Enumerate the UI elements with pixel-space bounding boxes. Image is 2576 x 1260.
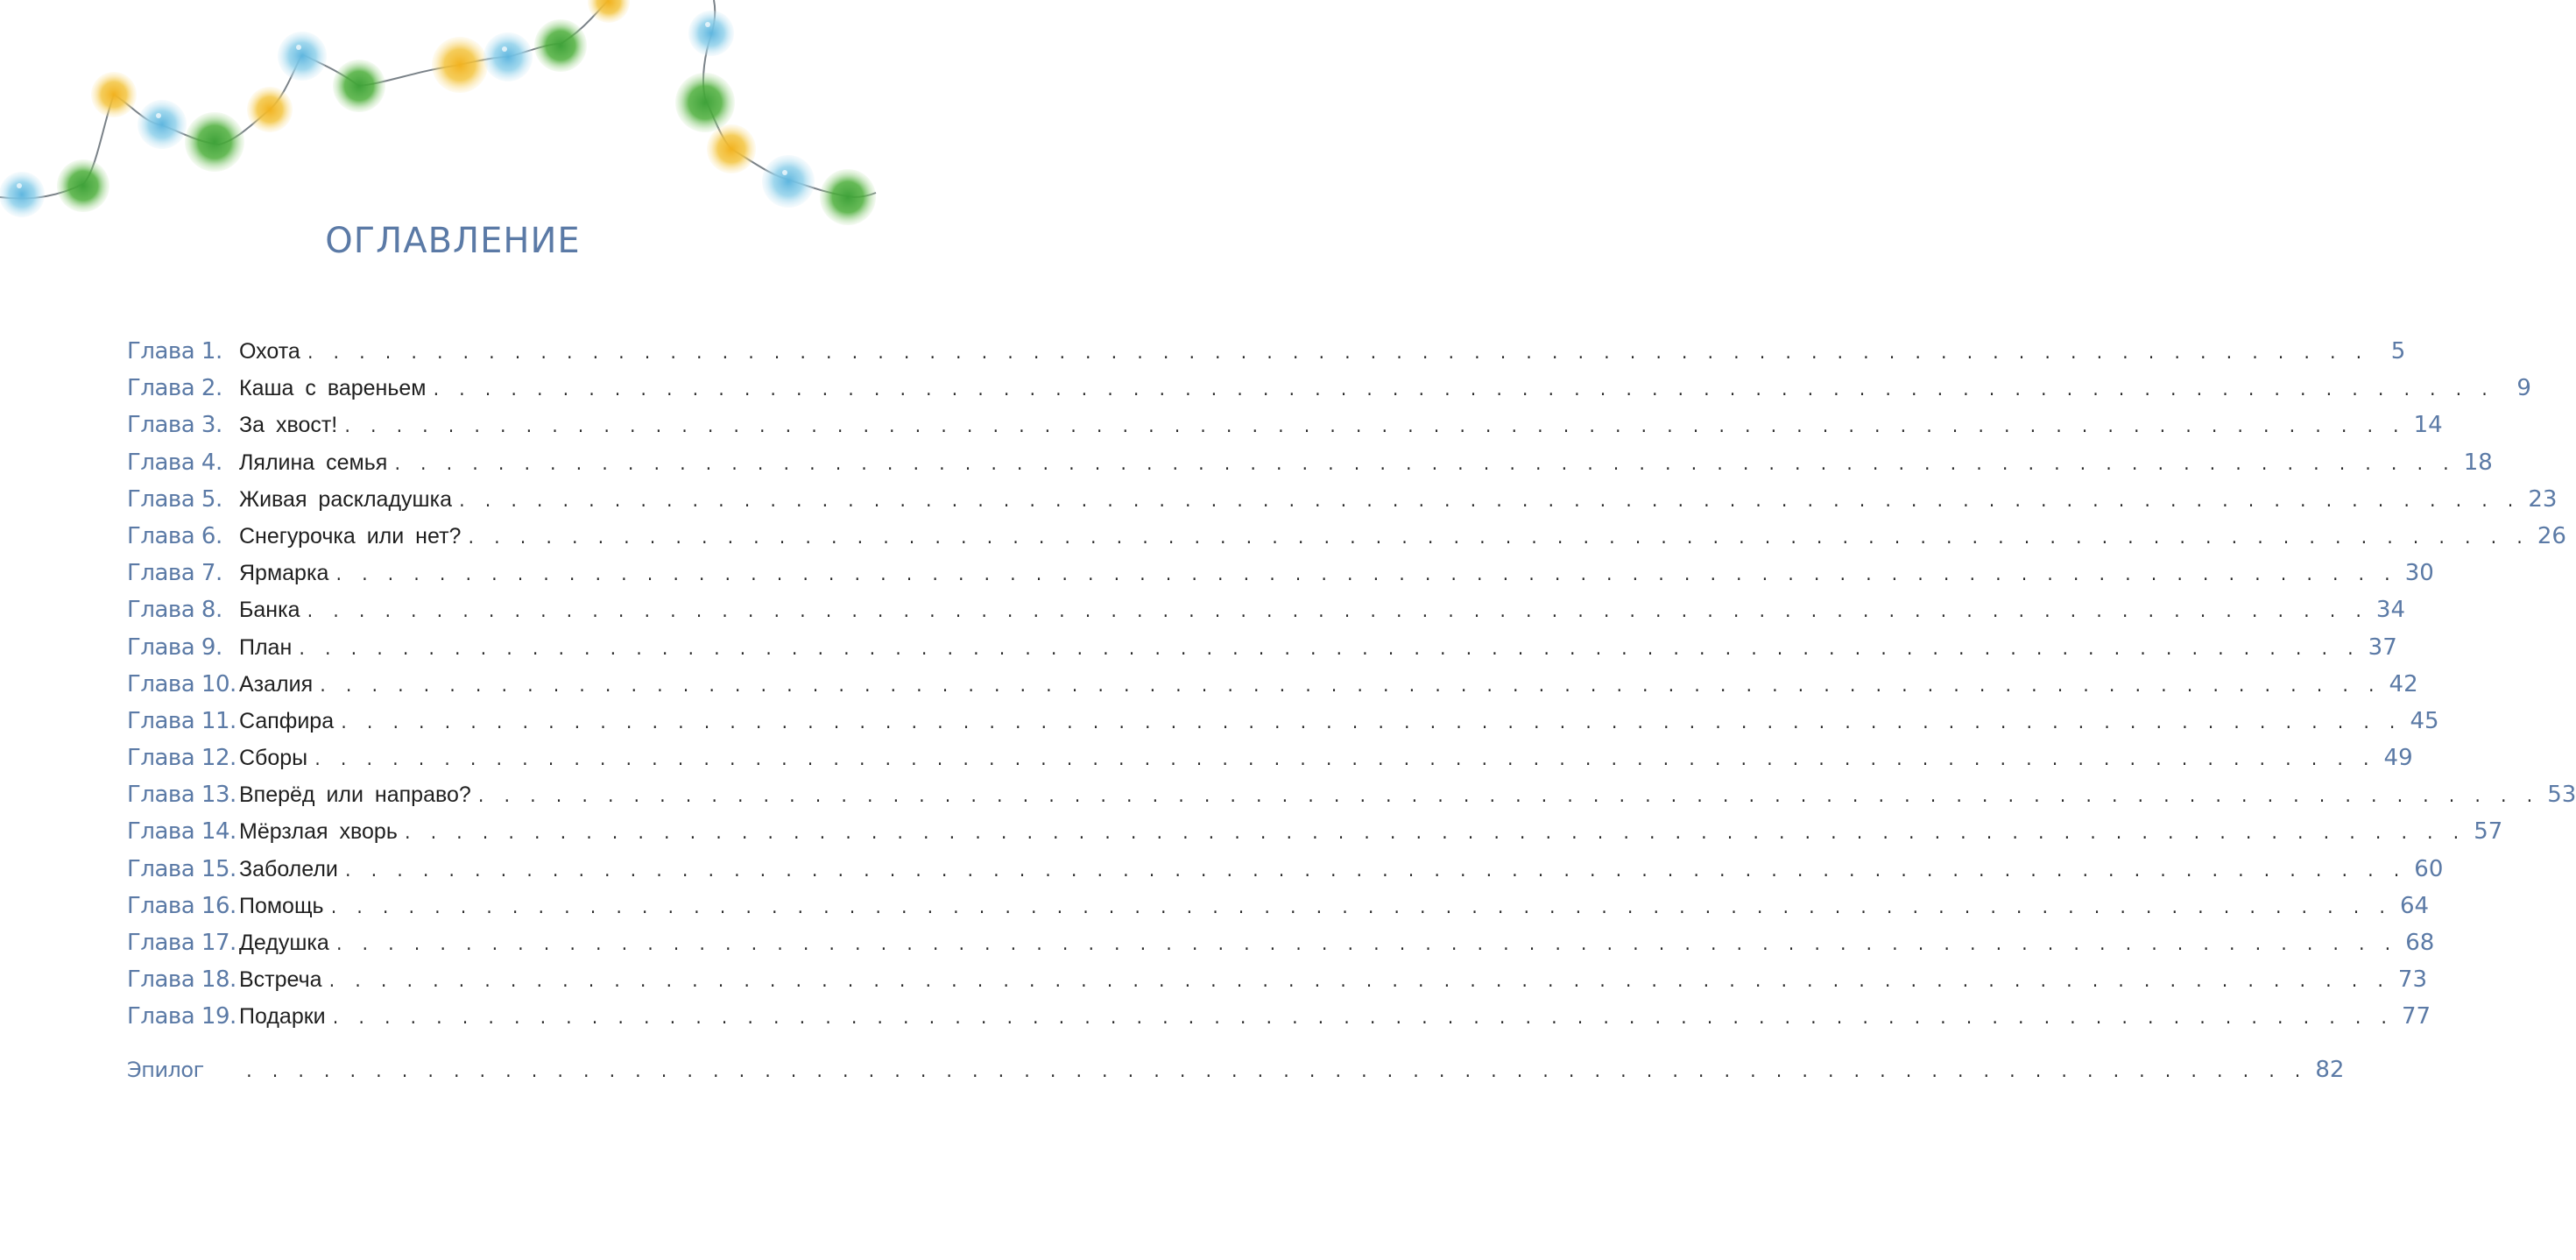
table-of-contents [127,333,2576,1088]
page-number: 49 [2383,745,2413,772]
chapter-title: Подарки [239,1004,326,1030]
toc-row [127,407,2443,443]
toc-row [127,740,2413,776]
dot-leader: . . . . . . . . . . . . . . . . . . . . . . . . . . . . . . . . . . . . . . . . . . . . . . . . . . . . . . . . . . . . . . . . . . . . . . . . . . . . . . . . [328,900,2391,918]
chapter-label: Эпилог [127,1057,204,1082]
chapter-title: Вперёд или направо? [239,782,471,808]
chapter-label: Глава 17. [127,930,236,956]
dot-leader: . . . . . . . . . . . . . . . . . . . . . . . . . . . . . . . . . . . . . . . . . . . . . . . . . . . . . . . . . . . . . . . . . . . . . . . . . . . . . . . . [318,678,2380,697]
page-number: 68 [2405,930,2435,956]
toc-row [127,591,2405,628]
chapter-label: Глава 4. [127,449,222,476]
chapter-title: Банка [239,598,300,623]
page-number: 9 [2516,375,2531,402]
dot-leader: . . . . . . . . . . . . . . . . . . . . . . . . . . . . . . . . . . . . . . . . . . . . . . . . . . . . . . . . . . . . . . . . . . . . . . . . . . . . . . . . [342,420,2404,438]
dot-leader: . . . . . . . . . . . . . . . . . . . . . . . . . . . . . . . . . . . . . . . . . . . . . . . . . . . . . . . . . . . . . . . . . . . . . . . . . . . . . . . . [244,1064,2306,1082]
chapter-label: Глава 14. [127,818,236,846]
toc-row [127,776,2576,813]
dot-leader: . . . . . . . . . . . . . . . . . . . . . . . . . . . . . . . . . . . . . . . . . . . . . . . . . . . . . . . . . . . . . . . . . . . . . . . . . . . . . . . . [466,530,2528,549]
chapter-label: Глава 13. [127,782,236,809]
page-number: 14 [2413,412,2443,439]
dot-leader: . . . . . . . . . . . . . . . . . . . . . . . . . . . . . . . . . . . . . . . . . . . . . . . . . . . . . . . . . . . . . . . . . . . . . . . . . . . . . . . . [327,974,2389,993]
page-number: 60 [2414,855,2444,882]
chapter-label: Глава 19. [127,1003,236,1030]
page-number: 37 [2368,634,2397,661]
toc-row [127,481,2558,518]
dot-leader: . . . . . . . . . . . . . . . . . . . . . . . . . . . . . . . . . . . . . . . . . . . . . . . . . . . . . . . . . . . . . . . . . . . . . . . . . . . . . . . . [402,826,2465,845]
chapter-title: Помощь [239,893,324,918]
chapter-title: Лялина семья [239,449,388,475]
page-number: 64 [2399,892,2430,919]
toc-row [127,666,2418,703]
page-number: 82 [2315,1056,2345,1083]
chapter-title: Живая раскладушка [239,486,452,512]
page-number: 30 [2404,560,2434,587]
dot-leader: . . . . . . . . . . . . . . . . . . . . . . . . . . . . . . . . . . . . . . . . . . . . . . . . . . . . . . . . . . . . . . . . . . . . . . . . . . . . . . . . [305,605,2367,623]
chapter-title: Заболели [239,856,338,881]
dot-leader: . . . . . . . . . . . . . . . . . . . . . . . . . . . . . . . . . . . . . . . . . . . . . . . . . . . . . . . . . . . . . . . . . . . . . . . . . . . . . . . . [305,346,2368,364]
chapter-label: Глава 3. [127,412,222,439]
toc-row [127,961,2428,998]
chapter-title: Встреча [239,967,322,993]
chapter-title: Мёрзлая хворь [239,819,398,845]
chapter-title: Сборы [239,746,308,771]
page-number: 26 [2537,522,2566,549]
chapter-title: За хвост! [239,413,338,438]
chapter-label: Глава 9. [127,634,222,661]
chapter-label: Глава 11. [127,707,236,734]
chapter-label: Глава 6. [127,522,222,549]
page-number: 73 [2397,966,2428,994]
toc-row [127,998,2431,1035]
dot-leader: . . . . . . . . . . . . . . . . . . . . . . . . . . . . . . . . . . . . . . . . . . . . . . . . . . . . . . . . . . . . . . . . . . . . . . . . . . . . . . . . [339,715,2401,733]
dot-leader: . . . . . . . . . . . . . . . . . . . . . . . . . . . . . . . . . . . . . . . . . . . . . . . . . . . . . . . . . . . . . . . . . . . . . . . . . . . . . . . . [334,938,2396,955]
chapter-title: Снегурочка или нет? [239,523,462,549]
toc-row [127,813,2503,850]
page-number: 77 [2402,1003,2431,1030]
toc-row [127,629,2397,666]
chapter-title: Азалия [239,671,314,697]
toc-row [127,703,2439,740]
dot-leader: . . . . . . . . . . . . . . . . . . . . . . . . . . . . . . . . . . . . . . . . . . . . . . . . . . . . . . . . . . . . . . . . . . . . . . . . . . . . . . . . [334,568,2396,586]
page-number: 5 [2390,338,2406,365]
toc-row [127,333,2406,370]
page-number: 42 [2389,670,2418,697]
chapter-label: Глава 12. [127,745,236,772]
page-number: 57 [2474,818,2503,846]
chapter-label: Глава 8. [127,597,222,624]
toc-epilogue-row [127,1051,2345,1088]
chapter-title: План [239,634,293,660]
page-number: 53 [2547,782,2576,809]
chapter-label: Глава 15. [127,855,236,882]
chapter-title: Ярмарка [239,561,329,586]
dot-leader: . . . . . . . . . . . . . . . . . . . . . . . . . . . . . . . . . . . . . . . . . . . . . . . . . . . . . . . . . . . . . . . . . . . . . . . . . . . . . . . . [476,789,2538,808]
toc-row [127,518,2566,555]
page-title: ОГЛАВЛЕНИЕ [325,221,581,261]
chapter-label: Глава 18. [127,966,236,994]
dot-leader: . . . . . . . . . . . . . . . . . . . . . . . . . . . . . . . . . . . . . . . . . . . . . . . . . . . . . . . . . . . . . . . . . . . . . . . . . . . . . . . . [297,641,2359,660]
chapter-label: Глава 16. [127,892,236,919]
chapter-label: Глава 5. [127,485,222,513]
chapter-label: Глава 2. [127,375,222,402]
chapter-label: Глава 1. [127,338,222,365]
dot-leader: . . . . . . . . . . . . . . . . . . . . . . . . . . . . . . . . . . . . . . . . . . . . . . . . . . . . . . . . . . . . . . . . . . . . . . . . . . . . . . . . [457,493,2519,512]
toc-row [127,851,2444,888]
page-number: 45 [2410,707,2439,734]
toc-row [127,888,2430,924]
page-number: 18 [2463,449,2493,476]
page-number: 23 [2528,485,2558,513]
chapter-title: Каша с вареньем [239,376,427,401]
toc-row [127,555,2434,591]
dot-leader: . . . . . . . . . . . . . . . . . . . . . . . . . . . . . . . . . . . . . . . . . . . . . . . . . . . . . . . . . . . . . . . . . . . . . . . . . . . . . . . . [431,383,2493,401]
chapter-title: Дедушка [239,931,329,955]
toc-row [127,444,2493,481]
chapter-label: Глава 7. [127,560,222,587]
dot-leader: . . . . . . . . . . . . . . . . . . . . . . . . . . . . . . . . . . . . . . . . . . . . . . . . . . . . . . . . . . . . . . . . . . . . . . . . . . . . . . . . [342,863,2405,881]
dot-leader: . . . . . . . . . . . . . . . . . . . . . . . . . . . . . . . . . . . . . . . . . . . . . . . . . . . . . . . . . . . . . . . . . . . . . . . . . . . . . . . . [330,1011,2393,1030]
chapter-title: Охота [239,339,300,364]
dot-leader: . . . . . . . . . . . . . . . . . . . . . . . . . . . . . . . . . . . . . . . . . . . . . . . . . . . . . . . . . . . . . . . . . . . . . . . . . . . . . . . . [392,457,2454,475]
chapter-label: Глава 10. [127,670,236,697]
toc-row [127,370,2531,407]
toc-row [127,924,2435,961]
page-number: 34 [2375,597,2405,624]
dot-leader: . . . . . . . . . . . . . . . . . . . . . . . . . . . . . . . . . . . . . . . . . . . . . . . . . . . . . . . . . . . . . . . . . . . . . . . . . . . . . . . . [313,753,2375,771]
chapter-title: Сапфира [239,708,335,733]
